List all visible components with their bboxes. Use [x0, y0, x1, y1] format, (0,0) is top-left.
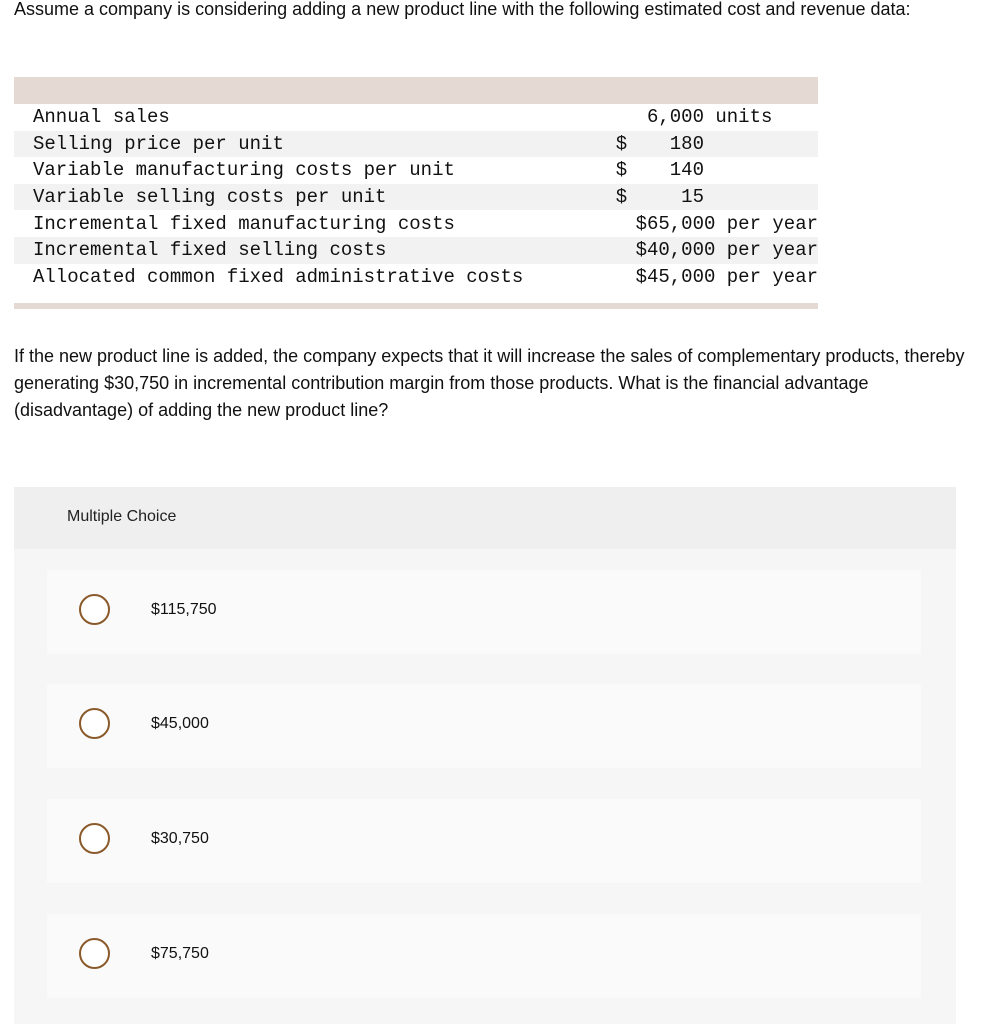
- row-label: Variable selling costs per unit: [14, 184, 616, 211]
- row-label: Incremental fixed selling costs: [14, 237, 616, 264]
- row-label: Selling price per unit: [14, 131, 616, 158]
- choice-option-3[interactable]: [47, 799, 921, 883]
- row-label: Variable manufacturing costs per unit: [33, 159, 455, 182]
- choice-label: $115,750: [151, 601, 217, 618]
- table-row: [14, 184, 818, 211]
- table-row: [14, 104, 818, 131]
- table-row: [14, 131, 818, 158]
- choice-option-4[interactable]: [47, 914, 921, 998]
- table-row: [14, 237, 818, 264]
- table-row: [14, 264, 818, 291]
- choice-label: $75,750: [151, 945, 209, 962]
- row-value: $45,000 per year: [635, 265, 818, 288]
- row-symbol: $: [616, 184, 636, 211]
- choice-label: $45,000: [151, 715, 209, 732]
- row-symbol: [616, 210, 636, 237]
- row-value: $65,000 per year: [635, 212, 818, 235]
- row-value: 15: [636, 184, 818, 211]
- table-row: [14, 210, 818, 237]
- row-symbol: [616, 264, 636, 291]
- row-value: $40,000 per year: [636, 237, 818, 264]
- table-header-bar: [14, 77, 818, 104]
- multiple-choice-title: Multiple Choice: [67, 508, 177, 525]
- choice-label: $30,750: [151, 830, 209, 847]
- cost-revenue-table: [14, 77, 818, 309]
- radio-button-icon[interactable]: [79, 938, 110, 969]
- cost-table: [14, 104, 818, 290]
- table-footer-bar: [14, 303, 818, 309]
- row-symbol: $: [615, 159, 628, 182]
- row-value: 180: [636, 131, 818, 158]
- choice-option-1[interactable]: [47, 570, 921, 654]
- radio-button-icon[interactable]: [79, 823, 110, 854]
- radio-button-icon[interactable]: [79, 708, 110, 739]
- row-symbol: [616, 237, 636, 264]
- intro-text: Assume a company is considering adding a new product line with the following estimated cost and revenue data:: [14, 0, 911, 19]
- multiple-choice-header: [14, 487, 956, 549]
- row-label: Incremental fixed manufacturing costs: [33, 212, 455, 235]
- row-symbol: $: [616, 131, 636, 158]
- radio-button-icon[interactable]: [79, 594, 110, 625]
- table-row: [14, 157, 818, 184]
- multiple-choice-panel: [14, 487, 956, 1024]
- row-label: Allocated common fixed administrative costs: [33, 265, 524, 288]
- row-label: Annual sales: [33, 106, 170, 129]
- row-symbol: [616, 104, 636, 131]
- question-text: If the new product line is added, the company expects that it will increase the sales of complementary products, thereby generating $30,750 in incremental contribution margin from those products. What is the financial advantage (disadvantage) of adding the new product line?: [14, 346, 965, 420]
- row-value: 140: [635, 159, 704, 182]
- row-value: 6,000 units: [635, 106, 773, 129]
- choice-option-2[interactable]: [47, 684, 921, 768]
